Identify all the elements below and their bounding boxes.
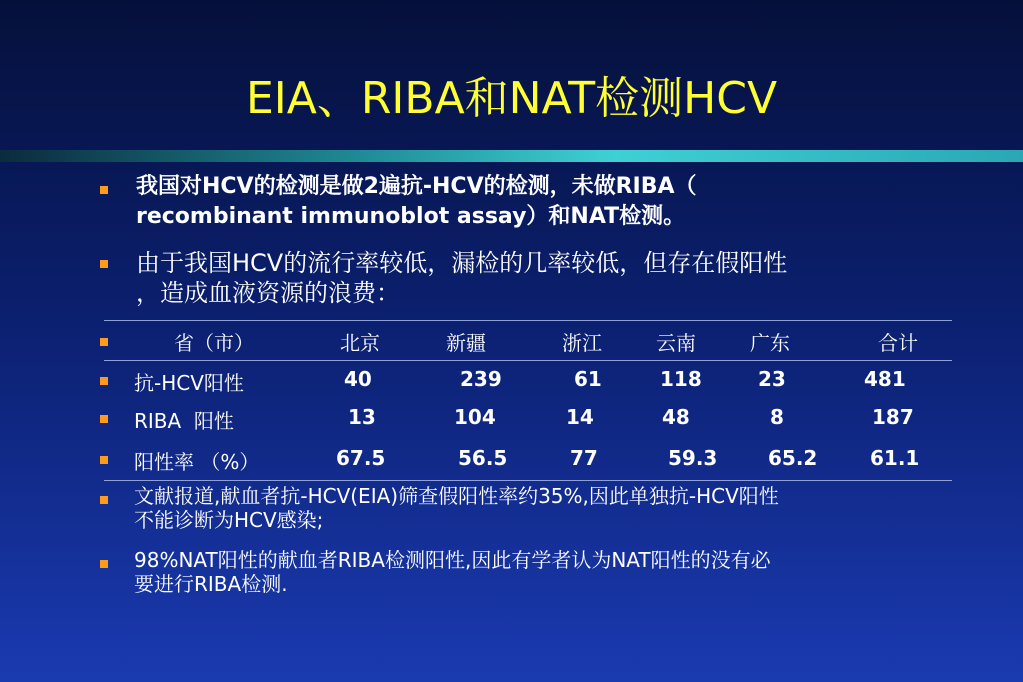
table-row-label: 阳性率 （%） <box>134 450 260 474</box>
bullet-icon <box>100 560 108 568</box>
table-cell: 13 <box>348 405 376 429</box>
table-cell: 61 <box>574 367 602 391</box>
table-header-province: 省（市） <box>174 331 254 355</box>
table-cell: 40 <box>344 367 372 391</box>
paragraph-2-line-2: ，造成血液资源的浪费： <box>136 279 400 307</box>
table-header-beijing: 北京 <box>340 331 380 355</box>
bullet-icon <box>100 496 108 504</box>
table-header-xinjiang: 新疆 <box>446 331 486 355</box>
bullet-icon <box>100 415 108 423</box>
table-row-label: RIBA 阳性 <box>134 409 234 433</box>
table-cell: 56.5 <box>458 446 508 470</box>
table-cell: 104 <box>454 405 496 429</box>
table-header-zhejiang: 浙江 <box>562 331 602 355</box>
table-header-rule <box>104 360 952 361</box>
table-cell: 59.3 <box>668 446 718 470</box>
note-1-line-2: 不能诊断为HCV感染; <box>134 508 324 532</box>
table-cell: 118 <box>660 367 702 391</box>
note-2-line-2: 要进行RIBA检测. <box>134 572 288 596</box>
paragraph-2-line-1: 由于我国HCV的流行率较低，漏检的几率较低，但存在假阳性 <box>136 249 788 277</box>
note-1-line-1: 文献报道,献血者抗-HCV(EIA)筛查假阳性率约35%,因此单独抗-HCV阳性 <box>134 484 779 508</box>
bullet-icon <box>100 456 108 464</box>
bullet-icon <box>100 377 108 385</box>
bullet-icon <box>100 186 108 194</box>
table-cell: 239 <box>460 367 502 391</box>
note-2-line-1: 98%NAT阳性的献血者RIBA检测阳性,因此有学者认为NAT阳性的没有必 <box>134 548 771 572</box>
table-cell: 48 <box>662 405 690 429</box>
paragraph-1-line-2: recombinant immunoblot assay）和NAT检测。 <box>136 204 686 229</box>
slide-title: EIA、RIBA和NAT检测HCV <box>245 73 778 124</box>
table-header-total: 合计 <box>878 331 918 355</box>
table-top-rule <box>104 320 952 321</box>
table-row-label: 抗-HCV阳性 <box>134 371 244 395</box>
table-cell: 23 <box>758 367 786 391</box>
table-cell: 77 <box>570 446 598 470</box>
table-cell: 8 <box>770 405 784 429</box>
table-header-guangdong: 广东 <box>750 331 790 355</box>
paragraph-1-line-1: 我国对HCV的检测是做2遍抗-HCV的检测，未做RIBA（ <box>136 174 697 199</box>
table-cell: 14 <box>566 405 594 429</box>
table-cell: 65.2 <box>768 446 818 470</box>
title-divider <box>0 150 1023 162</box>
table-cell: 67.5 <box>336 446 386 470</box>
bullet-icon <box>100 338 108 346</box>
table-cell: 481 <box>864 367 906 391</box>
bullet-icon <box>100 260 108 268</box>
table-bottom-rule <box>104 480 952 481</box>
table-header-yunnan: 云南 <box>656 331 696 355</box>
table-cell: 61.1 <box>870 446 920 470</box>
table-cell: 187 <box>872 405 914 429</box>
